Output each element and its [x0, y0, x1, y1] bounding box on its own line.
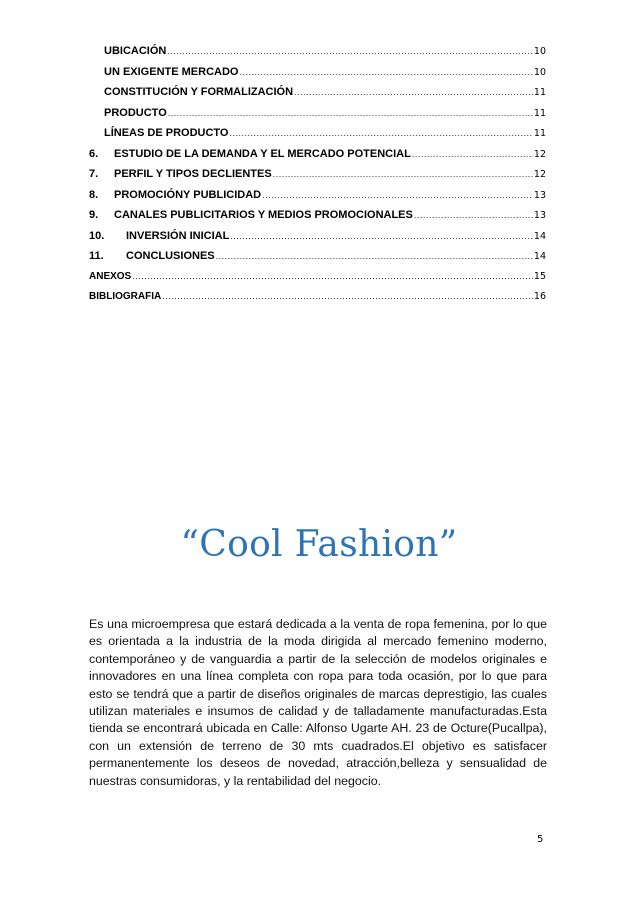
toc-entry-number: 10.	[89, 229, 105, 242]
page-number: 5	[537, 834, 544, 845]
toc-entry-page: 10	[533, 66, 546, 78]
toc-entry-number: 6.	[89, 147, 99, 160]
toc-entry[interactable]	[89, 291, 546, 312]
toc-leader-dots	[239, 67, 532, 77]
toc-entry[interactable]	[89, 66, 546, 87]
toc-leader-dots	[273, 169, 533, 179]
toc-entry[interactable]	[89, 168, 546, 189]
toc-entry[interactable]	[89, 86, 546, 107]
toc-entry-title: UBICACIÓN	[104, 45, 167, 57]
toc-entry-title: PRODUCTO	[104, 106, 167, 119]
toc-leader-dots	[294, 87, 533, 97]
toc-entry-title: CANALES PUBLICITARIOS Y MEDIOS PROMOCIONALES	[114, 209, 413, 221]
toc-entry[interactable]	[89, 45, 546, 66]
toc-entry-title: PROMOCIÓNY PUBLICIDAD	[114, 188, 262, 201]
toc-entry-title: PERFIL Y TIPOS DECLIENTES	[114, 168, 272, 180]
toc-leader-dots	[262, 190, 533, 200]
toc-entry-page: 11	[533, 87, 546, 98]
toc-entry-page: 16	[533, 291, 546, 302]
toc-entry[interactable]	[89, 209, 546, 230]
toc-entry-page: 13	[533, 210, 546, 221]
toc-entry[interactable]	[89, 127, 546, 148]
toc-leader-dots	[132, 271, 533, 281]
toc-leader-dots	[230, 231, 533, 241]
toc-entry-page: 11	[533, 107, 546, 119]
document-title: “Cool Fashion”	[180, 524, 458, 565]
toc-entry-page: 12	[533, 148, 546, 160]
description-paragraph: Es una microempresa que estará dedicada a la venta de ropa femenina, por lo que es orientada a la industria de la moda dirigida al mercado femenino moderno, contemporáneo y de vanguardia a partir de la selección de modelos originales e innovadores en una línea completa con ropa para toda ocasión, por lo que para esto se tendrá que a partir de diseños originales de marcas deprestigio, las cuales utilizan materiales e insumos de calidad y de talladamente manufacturadas.Esta tienda se encontrará ubicada en Calle: Alfonso Ugarte AH. 23 de Octure(Pucallpa), con un extensión de terreno de 30 mts cuadrados.El objetivo es satisfacer permanentemente los deseos de novedad, atracción,belleza y sensualidad de nuestras consumidoras, y la rentabilidad del negocio.	[89, 617, 547, 788]
toc-leader-dots	[412, 149, 533, 159]
toc-entry[interactable]	[89, 271, 546, 292]
toc-entry-page: 10	[533, 46, 546, 57]
toc-entry-page: 13	[533, 189, 546, 201]
toc-entry-page: 12	[533, 169, 546, 180]
toc-entry-title: UN EXIGENTE MERCADO	[104, 65, 239, 78]
table-of-contents	[89, 45, 546, 312]
toc-entry-page: 15	[533, 270, 546, 282]
toc-entry[interactable]	[89, 189, 546, 210]
toc-entry-number: 11.	[89, 250, 104, 262]
toc-entry-page: 11	[533, 128, 546, 139]
toc-entry[interactable]	[89, 250, 546, 271]
toc-entry-title: BIBLIOGRAFIA	[89, 291, 162, 302]
toc-entry-page: 14	[533, 251, 546, 262]
toc-entry[interactable]	[89, 230, 546, 251]
toc-entry-number: 7.	[89, 168, 99, 180]
toc-leader-dots	[229, 128, 532, 138]
toc-leader-dots	[167, 46, 533, 56]
toc-leader-dots	[216, 251, 533, 261]
toc-entry-title: ESTUDIO DE LA DEMANDA Y EL MERCADO POTENCIAL	[114, 147, 411, 160]
toc-entry-title: LÍNEAS DE PRODUCTO	[104, 127, 229, 139]
toc-leader-dots	[168, 108, 533, 118]
toc-entry-number: 8.	[89, 188, 99, 201]
toc-entry[interactable]	[89, 107, 546, 128]
toc-entry-title: ANEXOS	[89, 270, 132, 282]
toc-entry-title: CONSTITUCIÓN Y FORMALIZACIÓN	[104, 86, 294, 98]
toc-entry[interactable]	[89, 148, 546, 169]
toc-entry-number: 9.	[89, 209, 99, 221]
toc-entry-title: INVERSIÓN INICIAL	[126, 229, 230, 242]
toc-entry-title: CONCLUSIONES	[126, 250, 215, 262]
toc-leader-dots	[414, 210, 533, 220]
toc-leader-dots	[162, 291, 533, 301]
toc-entry-page: 14	[533, 230, 546, 242]
